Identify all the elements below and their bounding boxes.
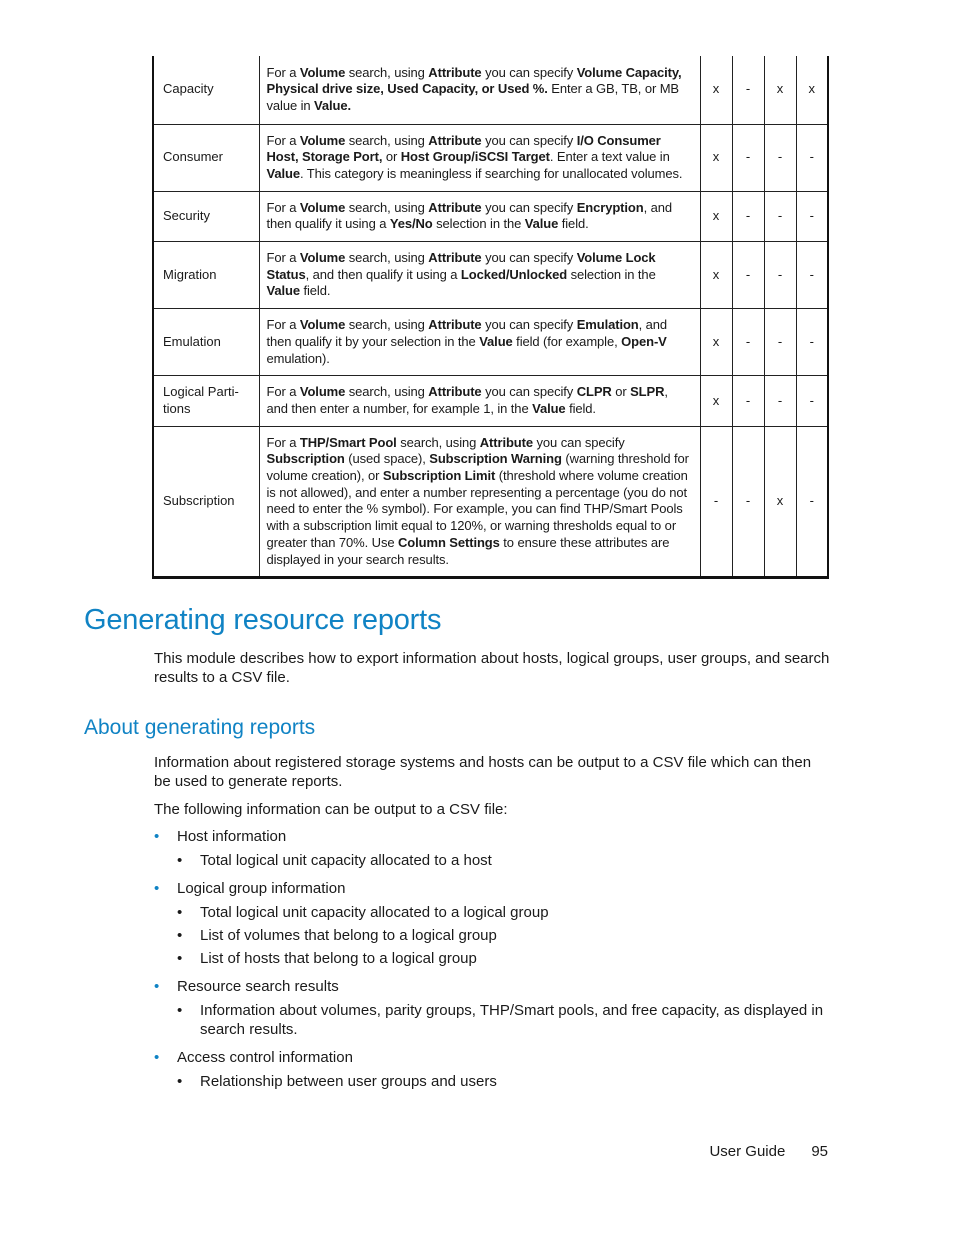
description-text: field. [558, 216, 589, 232]
description-text: you can specify [481, 64, 577, 80]
support-mark-cell: x [700, 56, 732, 124]
sub-list-item [177, 1001, 830, 1039]
table-row [153, 426, 828, 578]
sub-list-item-text: Total logical unit capacity allocated to a logical group [200, 904, 549, 921]
description-text: search, using [345, 250, 429, 266]
bold-term: SLPR [630, 384, 665, 400]
description-text: search, using [345, 384, 429, 400]
list-item [154, 1048, 830, 1091]
table-row [153, 242, 828, 309]
sub-list-item [177, 903, 830, 922]
support-mark-cell: - [796, 426, 828, 578]
description-text: or [382, 149, 401, 165]
support-mark-cell: - [732, 309, 764, 376]
description-text: search, using [345, 199, 429, 215]
category-cell: Migration [153, 242, 259, 309]
support-mark-cell: x [796, 56, 828, 124]
description-text: For a [266, 250, 300, 266]
description-text: (threshold where volume creation is not allowed), and enter a number representing a percentage (you do not need to enter the % symbol). For example, you can find THP/Smart Pools with a subscription limit equal to 120%, or warning thresholds equal to or greater than 70%. Use [266, 468, 688, 550]
sub-list [177, 1001, 830, 1039]
description-text: For a [266, 384, 300, 400]
bold-term: Column Settings [398, 534, 500, 550]
category-cell: Security [153, 191, 259, 241]
description-text: field (for example, [512, 333, 622, 349]
table-row [153, 56, 828, 124]
description-text: (used space), [344, 451, 430, 467]
sub-list-item-text: Information about volumes, parity groups, THP/Smart pools, and free capacity, as displayed in search results. [200, 1002, 824, 1038]
description-text: , and then qualify it using a [305, 266, 461, 282]
support-mark-cell: x [764, 56, 796, 124]
bold-term: Locked/Unlocked [460, 266, 568, 282]
bold-term: Attribute [428, 250, 482, 266]
bold-term: Value [524, 216, 559, 232]
bold-term: Value. [314, 98, 352, 114]
description-cell [259, 376, 700, 426]
description-text: (warning threshold for volume creation), or [266, 451, 689, 484]
bold-term: Volume [299, 317, 346, 333]
sub-list-item [177, 949, 830, 968]
description-text: search, using [345, 132, 429, 148]
bold-term: Open-V [621, 333, 667, 349]
table-row [153, 191, 828, 241]
description-text: you can specify [481, 317, 577, 333]
description-text: you can specify [481, 132, 577, 148]
bullet-icon: • [177, 927, 183, 944]
subsection-paragraph-2: The following information can be output to a CSV file: [154, 801, 508, 818]
support-mark-cell: - [796, 124, 828, 191]
description-text: , and then qualify it by your selection in the [266, 317, 668, 349]
bold-term: Yes/No [389, 216, 433, 232]
bold-term: Encryption [576, 199, 644, 215]
bold-term: Value [266, 165, 300, 181]
sub-list-item-text: List of volumes that belong to a logical group [200, 927, 497, 944]
bold-term: Emulation [576, 317, 639, 333]
bold-term: Volume [299, 384, 346, 400]
bullet-icon: • [154, 828, 160, 845]
bold-term: Volume Capacity, Physical drive size, Used Capacity, or Used %. [266, 64, 682, 97]
description-cell [259, 124, 700, 191]
support-mark-cell: - [764, 242, 796, 309]
description-text: , and then enter a number, for example 1, in the [266, 384, 668, 416]
list-item-label: Logical group information [177, 880, 346, 897]
description-text: or [611, 384, 631, 400]
support-mark-cell: - [796, 191, 828, 241]
description-text: to ensure these attributes are displayed in your search results. [266, 534, 670, 567]
bold-term: Attribute [428, 384, 482, 400]
sub-list-item [177, 926, 830, 945]
category-cell: Consumer [153, 124, 259, 191]
support-mark-cell: - [732, 191, 764, 241]
bold-term: Volume [299, 250, 346, 266]
description-text: search, using [345, 64, 429, 80]
description-text: field. [299, 283, 331, 299]
bold-term: I/O Consumer Host, Storage Port, [266, 132, 661, 165]
description-text: emulation). [266, 350, 330, 366]
bold-term: THP/Smart Pool [299, 434, 397, 450]
list-item-label: Access control information [177, 1049, 353, 1066]
sub-list-item [177, 851, 830, 870]
bold-term: Volume Lock Status [266, 250, 656, 282]
csv-info-list [154, 827, 830, 1100]
bold-term: Value [266, 283, 300, 299]
description-text: Enter a GB, TB, or MB value in [266, 81, 679, 114]
list-item [154, 827, 830, 870]
section-intro: This module describes how to export information about hosts, logical groups, user groups, and search results to a CSV file. [154, 650, 830, 686]
bullet-icon: • [154, 880, 160, 897]
bullet-icon: • [177, 1073, 183, 1090]
description-text: search, using [396, 434, 480, 450]
sub-list [177, 903, 830, 968]
footer-guide-label: User Guide [709, 1143, 786, 1160]
table-row [153, 309, 828, 376]
subsection-paragraph-1: Information about registered storage systems and hosts can be output to a CSV file which can then be used to generate reports. [154, 754, 812, 790]
subsection-title: About generating reports [84, 716, 316, 739]
category-cell: Subscription [153, 426, 259, 578]
description-text: For a [266, 199, 300, 215]
support-mark-cell: x [700, 124, 732, 191]
bullet-icon: • [177, 950, 183, 967]
table-row [153, 124, 828, 191]
bold-term: Attribute [428, 132, 482, 148]
support-mark-cell: - [764, 191, 796, 241]
list-item [154, 879, 830, 968]
bullet-icon: • [154, 978, 160, 995]
bold-term: Subscription Limit [382, 468, 496, 484]
bold-term: Attribute [428, 199, 482, 215]
support-mark-cell: - [732, 124, 764, 191]
description-text: For a [266, 317, 300, 333]
bold-term: Attribute [428, 317, 482, 333]
bullet-icon: • [177, 852, 183, 869]
sub-list-item-text: Total logical unit capacity allocated to a host [200, 852, 492, 869]
support-mark-cell: x [764, 426, 796, 578]
support-mark-cell: - [732, 426, 764, 578]
attribute-table [152, 56, 829, 579]
category-cell: Capacity [153, 56, 259, 124]
support-mark-cell: - [732, 56, 764, 124]
description-cell [259, 309, 700, 376]
bold-term: Subscription [266, 451, 345, 467]
description-text: , and then qualify it using a [266, 199, 673, 232]
support-mark-cell: - [764, 309, 796, 376]
description-text: For a [266, 132, 300, 148]
list-item [154, 977, 830, 1039]
page-number: 95 [811, 1143, 828, 1160]
attribute-table-container [152, 56, 829, 579]
list-item-label: Resource search results [177, 978, 339, 995]
support-mark-cell: - [764, 124, 796, 191]
category-cell: Emulation [153, 309, 259, 376]
bullet-icon: • [177, 1002, 183, 1019]
description-text: field. [565, 400, 596, 416]
bold-term: Volume [299, 199, 346, 215]
list-item-label: Host information [177, 828, 287, 845]
sub-list-item-text: Relationship between user groups and users [200, 1073, 497, 1090]
description-cell [259, 191, 700, 241]
support-mark-cell: x [700, 309, 732, 376]
bold-term: Host Group/iSCSI Target [400, 149, 550, 165]
page-footer [709, 1143, 828, 1160]
category-cell: Logical Parti-tions [153, 376, 259, 426]
description-text: you can specify [481, 199, 577, 215]
bullet-icon: • [177, 904, 183, 921]
description-text: selection in the [432, 216, 525, 232]
description-text: . This category is meaningless if searching for unallocated volumes. [299, 165, 683, 181]
description-text: you can specify [481, 384, 577, 400]
description-text: . Enter a text value in [549, 149, 670, 165]
sub-list [177, 1072, 830, 1091]
support-mark-cell: - [732, 242, 764, 309]
support-mark-cell: - [796, 376, 828, 426]
support-mark-cell: - [796, 242, 828, 309]
bold-term: Attribute [428, 64, 482, 80]
bullet-icon: • [154, 1049, 160, 1066]
bold-term: CLPR [576, 384, 612, 400]
table-row [153, 376, 828, 426]
bold-term: Subscription Warning [429, 451, 562, 467]
description-text: For a [266, 64, 300, 80]
description-cell [259, 242, 700, 309]
description-text: For a [266, 434, 300, 450]
support-mark-cell: x [700, 376, 732, 426]
bold-term: Volume [299, 132, 346, 148]
support-mark-cell: x [700, 242, 732, 309]
description-text: search, using [345, 317, 429, 333]
support-mark-cell: - [732, 376, 764, 426]
sub-list-item [177, 1072, 830, 1091]
description-cell [259, 56, 700, 124]
support-mark-cell: - [796, 309, 828, 376]
bold-term: Attribute [479, 434, 534, 450]
bold-term: Volume [299, 64, 346, 80]
bold-term: Value [479, 333, 513, 349]
sub-list-item-text: List of hosts that belong to a logical group [200, 950, 477, 967]
section-title: Generating resource reports [84, 604, 442, 636]
support-mark-cell: - [764, 376, 796, 426]
description-text: you can specify [481, 250, 577, 266]
description-text: selection in the [567, 266, 656, 282]
description-text: you can specify [533, 434, 625, 450]
description-cell [259, 426, 700, 578]
bold-term: Value [532, 400, 566, 416]
support-mark-cell: x [700, 191, 732, 241]
support-mark-cell: - [700, 426, 732, 578]
sub-list [177, 851, 830, 870]
